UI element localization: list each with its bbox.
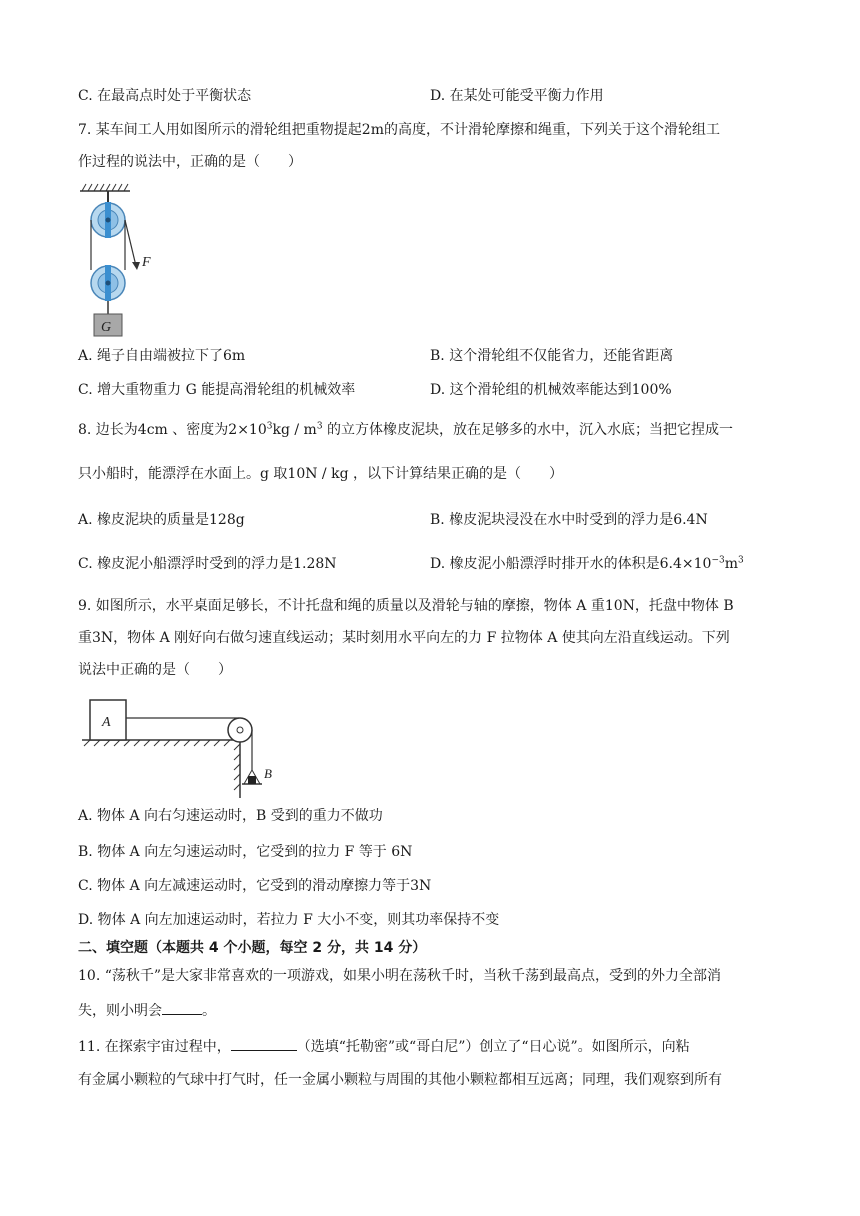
q8-option-a: A. 橡皮泥块的质量是128g: [78, 512, 245, 528]
q11-line2: 有金属小颗粒的气球中打气时，任一金属小颗粒与周围的其他小颗粒都相互远离；同理，我们观察到所有: [78, 1072, 722, 1088]
q9-stem-line2: 重3N，物体 A 刚好向右做匀速直线运动；某时刻用水平向左的力 F 拉物体 A 使其向左沿直线运动。下列: [78, 630, 730, 646]
q8-stem-line2: 只小船时，能漂浮在水面上。g 取10N / kg ，以下计算结果正确的是（ ）: [78, 466, 563, 482]
q11-line1: 11. 在探索宇宙过程中， （选填“托勒密”或“哥白尼”）创立了“日心说”。如图所示，向粘: [78, 1036, 690, 1057]
force-label: F: [142, 255, 151, 270]
section-heading: 二、填空题（本题共 4 个小题，每空 2 分，共 14 分）: [78, 940, 427, 956]
answer-blank[interactable]: [162, 1000, 202, 1015]
answer-blank[interactable]: [231, 1036, 297, 1051]
q8-option-c: C. 橡皮泥小船漂浮时受到的浮力是1.28N: [78, 556, 337, 572]
block-b-label: B: [264, 766, 272, 781]
block-a-label: A: [102, 715, 111, 730]
q7-stem-line2: 作过程的说法中，正确的是（ ）: [78, 154, 302, 170]
q9-option-c: C. 物体 A 向左减速运动时，它受到的滑动摩擦力等于3N: [78, 878, 432, 894]
q8-option-d: D. 橡皮泥小船漂浮时排开水的体积是$6.4\times 10^{-3}m^3$: [430, 555, 744, 572]
q9-stem-line3: 说法中正确的是（ ）: [78, 662, 232, 678]
q6-option-d: D. 在某处可能受平衡力作用: [430, 88, 604, 104]
q9-option-a: A. 物体 A 向右匀速运动时，B 受到的重力不做功: [78, 808, 383, 824]
q7-option-c: C. 增大重物重力 G 能提高滑轮组的机械效率: [78, 382, 356, 398]
q6-option-c: C. 在最高点时处于平衡状态: [78, 88, 252, 104]
q7-stem-line1: 7. 某车间工人用如图所示的滑轮组把重物提起2m的高度，不计滑轮摩擦和绳重，下列关于这个滑轮组工: [78, 122, 720, 138]
q7-option-d: D. 这个滑轮组的机械效率能达到100%: [430, 382, 672, 398]
q9-option-d: D. 物体 A 向左加速运动时，若拉力 F 大小不变，则其功率保持不变: [78, 912, 500, 928]
q8-option-b: B. 橡皮泥块浸没在水中时受到的浮力是6.4N: [430, 512, 708, 528]
weight-label: G: [101, 320, 112, 335]
pulley-system-figure: [76, 182, 166, 338]
q10-line2: 失，则小明会 。: [78, 1000, 216, 1021]
q9-stem-line1: 9. 如图所示，水平桌面足够长，不计托盘和绳的质量以及滑轮与轴的摩擦，物体 A 重10N，托盘中物体 B: [78, 598, 734, 614]
q10-line1: 10. “荡秋千”是大家非常喜欢的一项游戏，如果小明在荡秋千时，当秋千荡到最高点，受到的外力全部消: [78, 968, 722, 984]
q9-option-b: B. 物体 A 向左匀速运动时，它受到的拉力 F 等于 6N: [78, 844, 413, 860]
table-pulley-figure: [80, 694, 290, 798]
q8-stem-line1: 8. 边长为4cm 、密度为$2\times 10^3kg / m^3$ 的立方体橡皮泥块，放在足够多的水中，沉入水底；当把它捏成一: [78, 421, 733, 438]
q7-option-a: A. 绳子自由端被拉下了6m: [78, 348, 246, 364]
q7-option-b: B. 这个滑轮组不仅能省力，还能省距离: [430, 348, 674, 364]
